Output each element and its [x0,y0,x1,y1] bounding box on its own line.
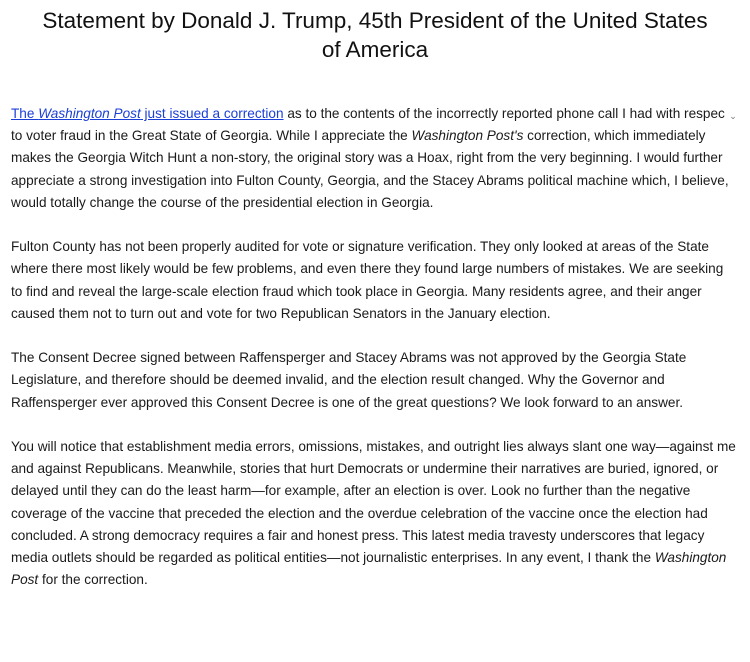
link-text-publication: Washington Post [38,106,141,121]
paragraph-4-line-7-publication: Post [11,572,39,588]
paragraph-4-line-7 [11,569,739,591]
paragraph-3-line-2: Legislature, and therefore should be deemed invalid, and the election result changed. Why the Governor and [11,372,665,388]
paragraph-4-line-6 [11,547,739,569]
paragraph-4-line-4: coverage of the vaccine that preceded the election and the overdue celebration of the vaccine once the election had [11,505,708,521]
paragraph-1-line-3: makes the Georgia Witch Hunt a non-story, the original story was a Hoax, right from the very beginning. I would further [11,150,723,166]
paragraph-4-line-5: concluded. A strong democracy requires a fair and honest press. This latest media travesty underscores that legacy [11,527,705,543]
paragraph-3-line-3: Raffensperger ever approved this Consent Decree is one of the great questions? We look forward to an answer. [11,394,684,410]
paragraph-3-line-1: The Consent Decree signed between Raffensperger and Stacey Abrams was not approved by the Georgia State [11,350,687,366]
paragraph-4-line-6-publication: Washington [654,550,727,566]
paragraph-1-line-2-a: to voter fraud in the Great State of Georgia. While I appreciate the [11,128,412,144]
paragraph-1 [11,103,739,214]
paragraph-4-line-7-b: for the correction. [38,572,148,588]
title-line-2: of America [321,37,429,62]
paragraph-1-line-1-rest: as to the contents of the incorrectly reported phone call I had with respec [283,106,725,121]
paragraph-4-line-6-a: media outlets should be regarded as political entities—not journalistic enterprises. In any event, I thank the [11,550,655,566]
statement-body [11,103,739,614]
paragraph-1-line-2-c: correction, which immediately [523,128,706,144]
statement-title [20,6,730,64]
paragraph-4-line-1: You will notice that establishment media errors, omissions, mistakes, and outright lies always slant one way—against me [11,439,736,454]
paragraph-1-line-4: appreciate a strong investigation into Fulton County, Georgia, and the Stacey Abrams political machine which, I believe, [11,172,729,188]
paragraph-2-line-3: to find and reveal the large-scale election fraud which took place in Georgia. Many residents agree, and their anger [11,283,702,299]
paragraph-1-line-2 [11,125,739,147]
link-text-part-2: just issued a correction [140,106,284,121]
paragraph-4 [11,436,739,591]
paragraph-4-line-3: delayed until they can do the least harm—for example, after an election is over. Look no further than the negative [11,483,691,499]
paragraph-2 [11,236,739,325]
title-line-1: Statement by Donald J. Trump, 45th President of the United States [42,8,708,33]
washington-post-correction-link[interactable] [11,106,284,121]
paragraph-1-line-5: would totally change the course of the presidential election in Georgia. [11,194,434,210]
link-text-part-1: The [11,106,39,121]
paragraph-2-line-4: caused them not to turn out and vote for two Republican Senators in the January election. [11,305,551,321]
paragraph-2-line-2: where there most likely would be few problems, and even there they found large numbers of mistakes. We are seeking [11,261,724,277]
paragraph-1-line-2-publication: Washington Post's [411,128,524,144]
paragraph-4-line-2: and against Republicans. Meanwhile, stories that hurt Democrats or undermine their narratives are buried, ignored, or [11,461,719,477]
paragraph-1-line-1 [11,103,739,125]
paragraph-3 [11,347,739,414]
chevron-down-icon[interactable]: ⌄ [726,109,740,123]
paragraph-2-line-1: Fulton County has not been properly audited for vote or signature verification. They only looked at areas of the State [11,239,709,255]
